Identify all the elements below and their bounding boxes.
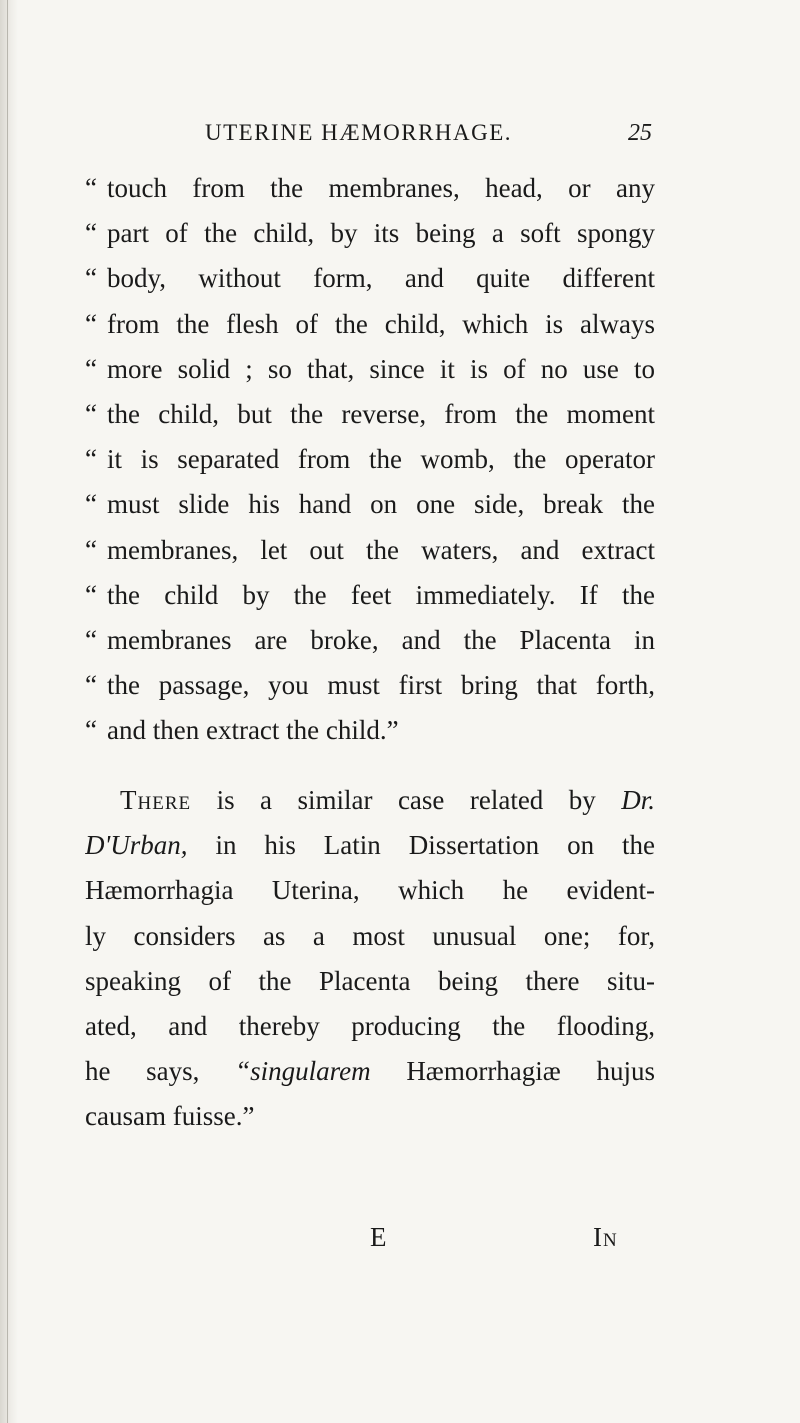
quote-line: “ membranes, let out the waters, and extract xyxy=(85,528,655,573)
quote-line: “ it is separated from the womb, the operator xyxy=(85,437,655,482)
quote-mark: “ xyxy=(85,353,97,384)
paragraph-line: speaking of the Placenta being there situ- xyxy=(85,965,655,996)
italic-text: D'Urban, xyxy=(85,830,188,861)
body-paragraph xyxy=(85,778,655,1140)
quote-mark: “ xyxy=(85,173,97,203)
quoted-passage xyxy=(85,166,655,753)
catchword: In xyxy=(593,1222,618,1252)
paragraph-line: ly considers as a most unusual one; for, xyxy=(85,920,655,951)
page-footer xyxy=(85,1215,655,1260)
quote-line: “ body, without form, and quite different xyxy=(85,256,655,301)
italic-text: “singularem xyxy=(235,1056,371,1087)
italic-text: Dr. xyxy=(621,785,655,815)
small-caps-lead: There xyxy=(120,785,192,815)
quote-line: “ the passage, you must first bring that forth, xyxy=(85,663,655,708)
quote-line: “ must slide his hand on one side, break the xyxy=(85,482,655,527)
paragraph-line: ated, and thereby producing the flooding, xyxy=(85,1010,655,1041)
quote-mark: “ xyxy=(85,534,97,565)
quote-mark: “ xyxy=(85,489,97,520)
paragraph-line: There is a similar case related by Dr. xyxy=(120,785,655,815)
quote-line: “ from the flesh of the child, which is always xyxy=(85,302,655,347)
paragraph-line: D'Urban, in his Latin Dissertation on the xyxy=(85,830,655,861)
running-head: UTERINE HÆMORRHAGE. xyxy=(205,120,513,145)
paragraph-line: Hæmorrhagia Uterina, which he evident- xyxy=(85,875,655,906)
page-gutter xyxy=(0,0,18,1423)
quote-mark: “ xyxy=(85,624,97,655)
quote-mark: “ xyxy=(85,444,97,475)
paragraph-line: he says, “singularem Hæmorrhagiæ hujus xyxy=(85,1056,655,1087)
quote-line: “ the child, but the reverse, from the moment xyxy=(85,392,655,437)
quote-mark: “ xyxy=(85,715,97,746)
quote-line: “ membranes are broke, and the Placenta in xyxy=(85,618,655,663)
page-gutter-line xyxy=(7,0,8,1423)
paragraph-line: causam fuisse.” xyxy=(85,1101,255,1132)
page-number: 25 xyxy=(628,120,652,146)
quote-line: “ touch from the membranes, head, or any xyxy=(85,166,655,211)
quote-line: “ the child by the feet immediately. If the xyxy=(85,573,655,618)
quote-mark: “ xyxy=(85,218,97,249)
quote-mark: “ xyxy=(85,308,97,339)
quote-line: “ and then extract the child.” xyxy=(85,708,655,753)
quote-line: “ more solid ; so that, since it is of no use to xyxy=(85,347,655,392)
quote-mark: “ xyxy=(85,263,97,294)
quote-line: “ part of the child, by its being a soft spongy xyxy=(85,211,655,256)
quote-mark: “ xyxy=(85,579,97,610)
signature-mark: E xyxy=(370,1222,387,1252)
quote-mark: “ xyxy=(85,670,97,701)
page-header xyxy=(205,116,652,150)
quote-mark: “ xyxy=(85,398,97,429)
